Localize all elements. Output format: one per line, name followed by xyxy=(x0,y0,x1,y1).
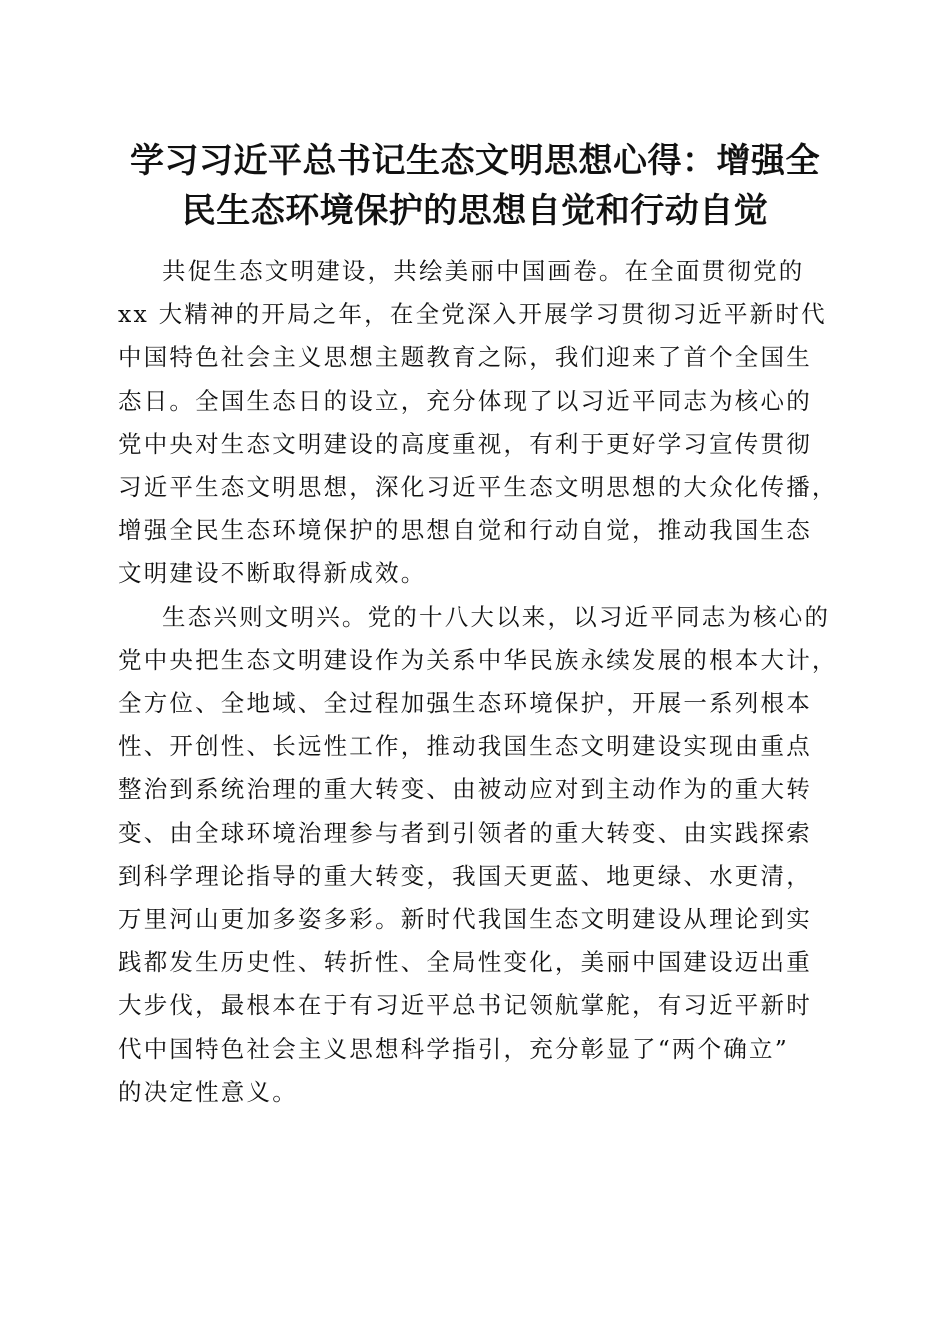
paragraph-line: xx 大精神的开局之年，在全党深入开展学习贯彻习近平新时代 xyxy=(118,300,827,329)
paragraph-line: 万里河山更加多姿多彩。新时代我国生态文明建设从理论到实 xyxy=(118,905,812,934)
paragraph-line: 的决定性意义。 xyxy=(118,1077,298,1106)
document-title xyxy=(110,136,840,236)
paragraph-line: 变、由全球环境治理参与者到引领者的重大转变、由实践探索 xyxy=(118,818,812,847)
title-line: 民生态环境保护的思想自觉和行动自觉 xyxy=(181,191,769,231)
paragraph-2 xyxy=(118,596,838,1114)
paragraph-line: 整治到系统治理的重大转变、由被动应对到主动作为的重大转 xyxy=(118,775,812,804)
paragraph-line: 代中国特色社会主义思想科学指引，充分彰显了“两个确立” xyxy=(118,1034,789,1063)
paragraph-1 xyxy=(118,250,838,596)
paragraph-line: 增强全民生态环境保护的思想自觉和行动自觉，推动我国生态 xyxy=(118,516,812,545)
paragraph-line: 态日。全国生态日的设立，充分体现了以习近平同志为核心的 xyxy=(118,386,812,415)
paragraph-line: 践都发生历史性、转折性、全局性变化，美丽中国建设迈出重 xyxy=(118,948,812,977)
paragraph-line: 性、开创性、长远性工作，推动我国生态文明建设实现由重点 xyxy=(118,732,812,761)
paragraph-line: 共促生态文明建设，共绘美丽中国画卷。在全面贯彻党的 xyxy=(162,257,805,285)
paragraph-line: 文明建设不断取得新成效。 xyxy=(118,559,427,588)
paragraph-line: 党中央把生态文明建设作为关系中华民族永续发展的根本大计， xyxy=(118,645,838,674)
paragraph-line: 习近平生态文明思想，深化习近平生态文明思想的大众化传播， xyxy=(118,473,838,502)
document-body xyxy=(118,250,838,1114)
title-line: 学习习近平总书记生态文明思想心得：增强全 xyxy=(130,141,820,181)
paragraph-line: 全方位、全地域、全过程加强生态环境保护，开展一系列根本 xyxy=(118,689,812,718)
paragraph-line: 到科学理论指导的重大转变，我国天更蓝、地更绿、水更清， xyxy=(118,861,812,890)
paragraph-line: 大步伐，最根本在于有习近平总书记领航掌舵，有习近平新时 xyxy=(118,991,812,1020)
paragraph-line: 生态兴则文明兴。党的十八大以来，以习近平同志为核心的 xyxy=(162,602,831,631)
paragraph-line: 党中央对生态文明建设的高度重视，有利于更好学习宣传贯彻 xyxy=(118,429,812,458)
paragraph-line: 中国特色社会主义思想主题教育之际，我们迎来了首个全国生 xyxy=(118,343,812,372)
